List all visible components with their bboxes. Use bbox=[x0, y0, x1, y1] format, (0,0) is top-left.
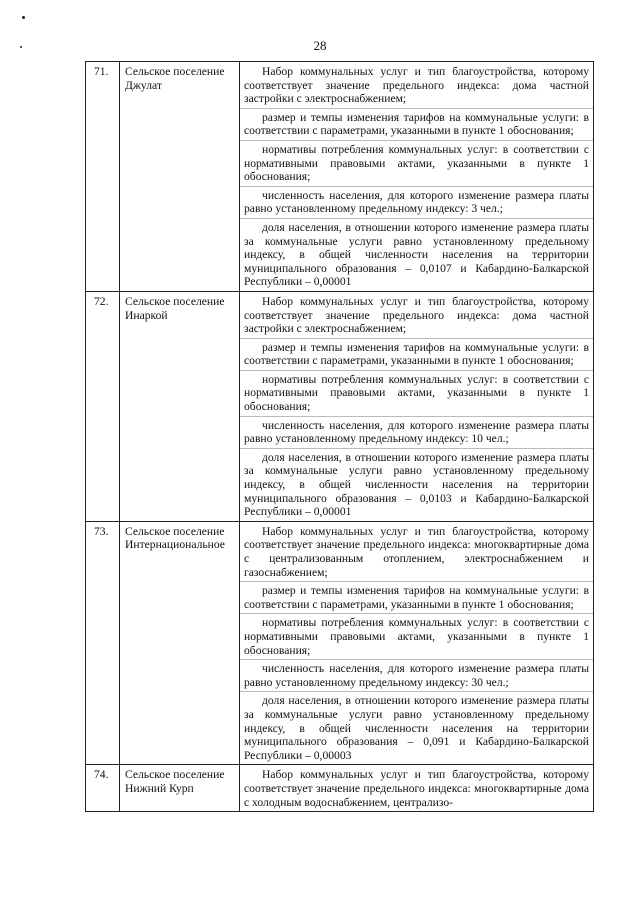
table-row bbox=[86, 291, 594, 521]
consumption-norms-paragraph: нормативы потребления коммунальных услуг: в соответствии с нормативными правовыми актами, указанными в пункте 1 обоснования; bbox=[240, 140, 593, 186]
tariff-paragraph: размер и темпы изменения тарифов на коммунальные услуги: в соответствии с параметрами, указанными в пункте 1 обоснования; bbox=[240, 338, 593, 370]
utility-set-paragraph: Набор коммунальных услуг и тип благоустройства, которому соответствует значение предельного индекса: дома частной застройки с электроснабжением; bbox=[244, 65, 589, 106]
population-count-paragraph: численность населения, для которого изменение размера платы равно установленному предельному индексу: 10 чел.; bbox=[240, 416, 593, 448]
description-cell bbox=[240, 62, 594, 292]
table-row bbox=[86, 62, 594, 292]
tariff-paragraph: размер и темпы изменения тарифов на коммунальные услуги: в соответствии с параметрами, указанными в пункте 1 обоснования; bbox=[240, 108, 593, 140]
settlement-name: Сельское поселение Инаркой bbox=[120, 291, 240, 521]
settlement-name: Сельское поселение Нижний Курп bbox=[120, 765, 240, 812]
row-number: 71. bbox=[86, 62, 120, 292]
tariff-paragraph: размер и темпы изменения тарифов на коммунальные услуги: в соответствии с параметрами, указанными в пункте 1 обоснования; bbox=[240, 581, 593, 613]
population-count-paragraph: численность населения, для которого изменение размера платы равно установленному предельному индексу: 30 чел.; bbox=[240, 659, 593, 691]
settlement-name: Сельское поселение Интернациональное bbox=[120, 521, 240, 765]
row-number: 74. bbox=[86, 765, 120, 812]
population-share-paragraph: доля населения, в отношении которого изменение размера платы за коммунальные услуги равно установленному предельному индексу, в общей численности населения на территории муниципального образования – 0,0107 и Кабардино-Балкарской Республики – 0,00001 bbox=[240, 218, 593, 291]
indices-table bbox=[85, 61, 594, 812]
row-number: 73. bbox=[86, 521, 120, 765]
population-count-paragraph: численность населения, для которого изменение размера платы равно установленному предельному индексу: 3 чел.; bbox=[240, 186, 593, 218]
table-row bbox=[86, 765, 594, 812]
scan-speck bbox=[22, 16, 25, 19]
utility-set-paragraph: Набор коммунальных услуг и тип благоустройства, которому соответствует значение предельного индекса: дома частной застройки с электроснабжением; bbox=[244, 294, 589, 336]
row-number: 72. bbox=[86, 291, 120, 521]
utility-set-paragraph: Набор коммунальных услуг и тип благоустройства, которому соответствует значение предельного индекса: многоквартирные дома с централизованным отоплением, электроснабжением и газоснабжением; bbox=[244, 524, 589, 579]
utility-set-paragraph: Набор коммунальных услуг и тип благоустройства, которому соответствует значение предельного индекса: многоквартирные дома с холодным водоснабжением, централизо- bbox=[244, 768, 589, 809]
description-cell bbox=[240, 765, 594, 812]
population-share-paragraph: доля населения, в отношении которого изменение размера платы за коммунальные услуги равно установленному предельному индексу, в общей численности населения на территории муниципального образования – 0,091 и Кабардино-Балкарской Республики – 0,00003 bbox=[240, 691, 593, 764]
description-cell bbox=[240, 521, 594, 765]
table-row bbox=[86, 521, 594, 765]
consumption-norms-paragraph: нормативы потребления коммунальных услуг: в соответствии с нормативными правовыми актами, указанными в пункте 1 обоснования; bbox=[240, 613, 593, 659]
population-share-paragraph: доля населения, в отношении которого изменение размера платы за коммунальные услуги равно установленному предельному индексу, в общей численности населения на территории муниципального образования – 0,0103 и Кабардино-Балкарской Республики – 0,00001 bbox=[240, 448, 593, 521]
consumption-norms-paragraph: нормативы потребления коммунальных услуг: в соответствии с нормативными правовыми актами, указанными в пункте 1 обоснования; bbox=[240, 370, 593, 416]
description-cell bbox=[240, 291, 594, 521]
page-number: 28 bbox=[313, 38, 327, 53]
settlement-name: Сельское поселение Джулат bbox=[120, 62, 240, 292]
